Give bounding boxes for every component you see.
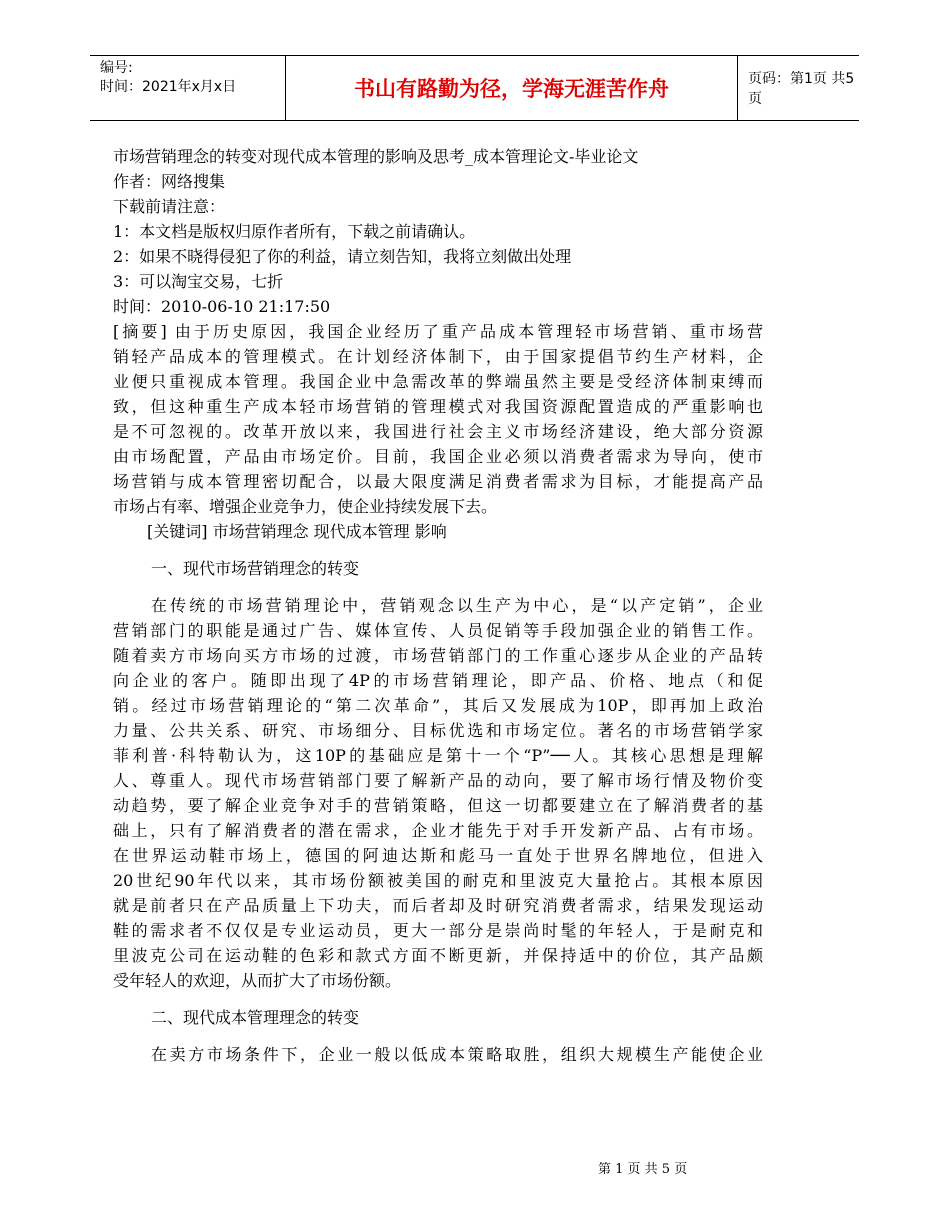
document-number-label: 编号: [100,60,133,76]
datetime-line: 时间：2010-06-10 21:17:50 [113,297,331,316]
paragraph-line: 人、尊重人。现代市场营销部门要了解新产品的动向，要了解市场行情及物价变 [113,771,763,790]
abstract-line: 业便只重视成本管理。我国企业中急需改革的弊端虽然主要是受经济体制束缚而 [113,372,763,391]
paragraph-line: 受年轻人的欢迎，从而扩大了市场份额。 [113,971,402,990]
paragraph-line: 在世界运动鞋市场上，德国的阿迪达斯和彪马一直处于世界名牌地位，但进入 [113,846,763,865]
section-heading: 一、现代市场营销理念的转变 [151,559,360,578]
keywords-line: [关键词] 市场营销理念 现代成本管理 影响 [147,522,447,541]
paragraph-line: 础上，只有了解消费者的潜在需求，企业才能先于对手开发新产品、占有市场。 [113,821,763,840]
abstract-line: 是不可忽视的。改革开放以来，我国进行社会主义市场经济建设，绝大部分资源 [113,422,763,441]
paragraph-line: 随着卖方市场向买方市场的过渡，市场营销部门的工作重心逐步从企业的产品转 [113,646,763,665]
abstract-line: 市场占有率、增强企业竞争力，使企业持续发展下去。 [113,497,498,516]
paragraph-line: 营销部门的职能是通过广告、媒体宣传、人员促销等手段加强企业的销售工作。 [113,621,763,640]
notice-item: 2：如果不晓得侵犯了你的利益，请立刻告知，我将立刻做出处理 [113,247,572,266]
header-motto: 书山有路勤为径，学海无涯苦作舟 [285,56,738,120]
paragraph-line: 在卖方市场条件下，企业一般以低成本策略取胜，组织大规模生产能使企业 [151,1045,763,1064]
abstract-paragraph [113,319,763,519]
abstract-line: [摘要] 由于历史原因，我国企业经历了重产品成本管理轻市场营销、重市场营 [113,322,763,341]
paragraph-line: 动趋势，要了解企业竞争对手的营销策略，但这一切都要建立在了解消费者的基 [113,796,763,815]
paragraph-line: 里波克公司在运动鞋的色彩和款式方面不断更新，并保持适中的价位，其产品颇 [113,946,763,965]
abstract-line: 致，但这种重生产成本轻市场营销的管理模式对我国资源配置造成的严重影响也 [113,397,763,416]
header-page-info: 页码：第1页 共5页 [748,71,855,107]
header-table [90,55,859,121]
abstract-line: 由市场配置，产品由市场定价。目前，我国企业必须以消费者需求为导向，使市 [113,447,763,466]
abstract-line: 场营销与成本管理密切配合，以最大限度满足消费者需求为目标，才能提高产品 [113,472,763,491]
notice-item: 1：本文档是版权归原作者所有，下载之前请确认。 [113,222,476,241]
paragraph-line: 在传统的市场营销理论中，营销观念以生产为中心，是“以产定销”，企业 [151,596,763,615]
page-footer: 第 1 页 共 5 页 [598,1162,688,1177]
paragraph-line: 菲利普·科特勒认为，这10P的基础应是第十一个“P”──人。其核心思想是理解 [113,746,763,765]
author-line: 作者：网络搜集 [113,172,226,191]
notice-title: 下载前请注意： [113,197,226,216]
section2-paragraph [113,1042,763,1067]
document-body [113,144,763,1067]
paragraph-line: 销。经过市场营销理论的“第二次革命”，其后又发展成为10P，即再加上政治 [113,696,763,715]
header-left-cell [90,56,285,120]
document-title: 市场营销理念的转变对现代成本管理的影响及思考_成本管理论文-毕业论文 [113,147,639,166]
section1-paragraph [113,593,763,993]
document-time-label: 时间：2021年x月x日 [100,79,237,95]
paragraph-line: 20世纪90年代以来，其市场份额被美国的耐克和里波克大量抢占。其根本原因 [113,871,763,890]
paragraph-line: 向企业的客户。随即出现了4P的市场营销理论，即产品、价格、地点（和促 [113,671,763,690]
paragraph-line: 鞋的需求者不仅仅是专业运动员，更大一部分是崇尚时髦的年轻人，于是耐克和 [113,921,763,940]
section-heading: 二、现代成本管理理念的转变 [151,1008,360,1027]
paragraph-line: 力量、公共关系、研究、市场细分、目标优选和市场定位。著名的市场营销学家 [113,721,763,740]
abstract-line: 销轻产品成本的管理模式。在计划经济体制下，由于国家提倡节约生产材料，企 [113,347,763,366]
notice-item: 3：可以淘宝交易，七折 [113,272,284,291]
paragraph-line: 就是前者只在产品质量上下功夫，而后者却及时研究消费者需求，结果发现运动 [113,896,763,915]
